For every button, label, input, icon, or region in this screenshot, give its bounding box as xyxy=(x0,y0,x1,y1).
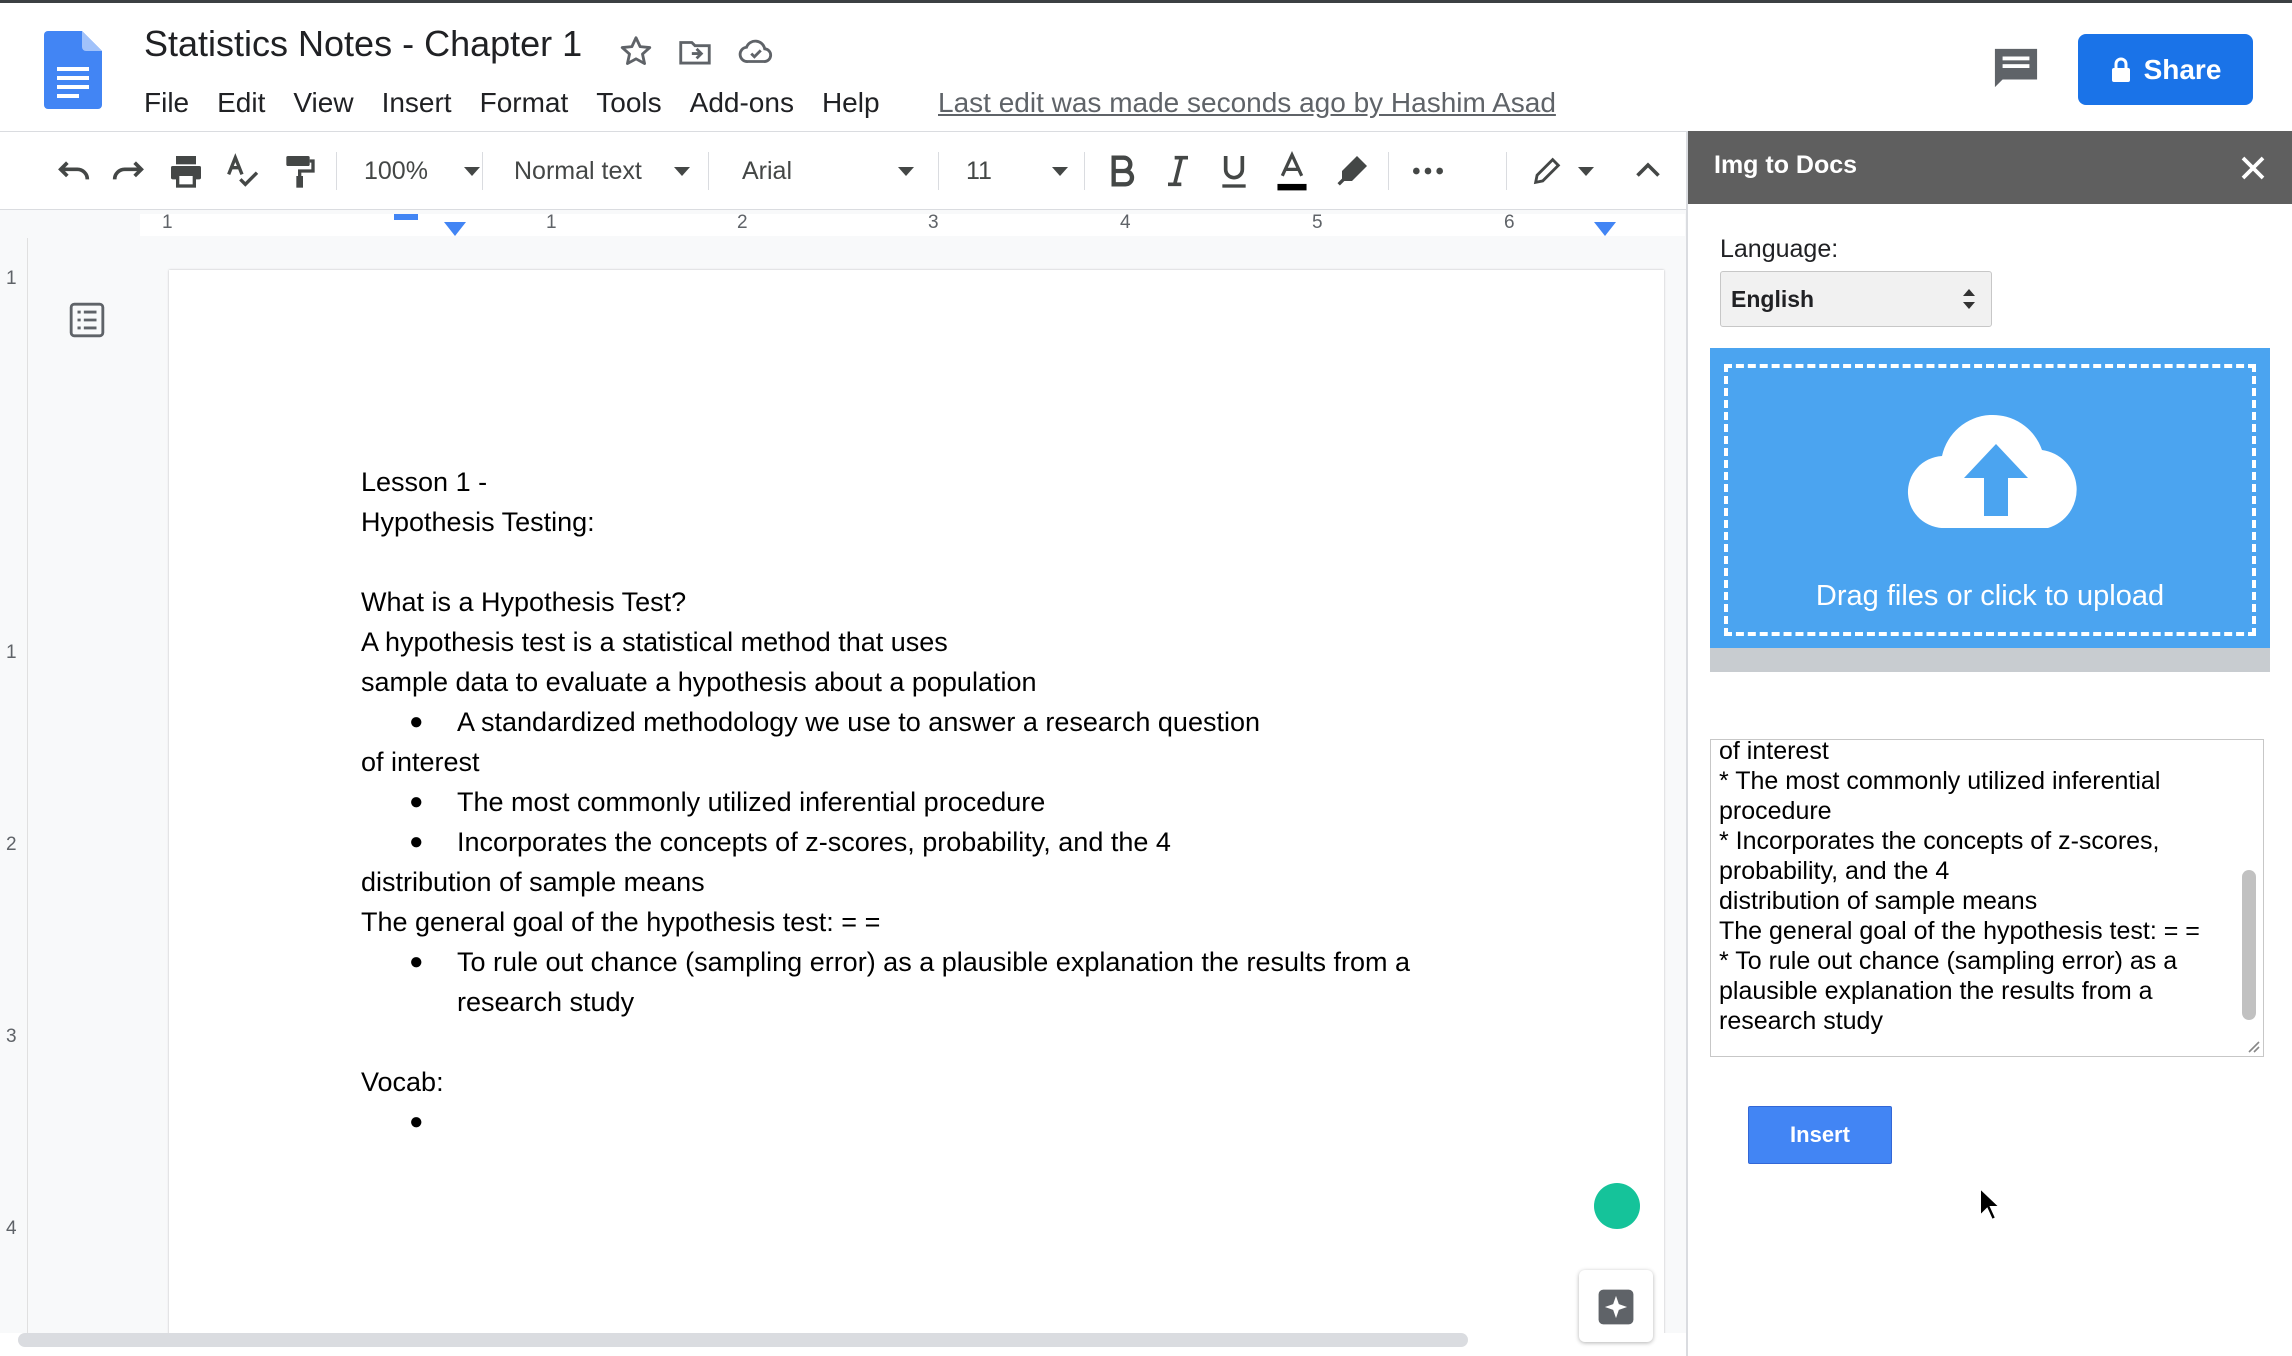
menu-addons[interactable]: Add-ons xyxy=(689,87,794,118)
paint-format-icon[interactable] xyxy=(278,150,318,192)
upload-dashed-border xyxy=(1724,364,2256,636)
language-select[interactable] xyxy=(1720,271,1992,327)
menu-insert[interactable]: Insert xyxy=(381,87,452,118)
ruler-mark: 1 xyxy=(6,642,17,663)
horizontal-ruler[interactable] xyxy=(0,210,1686,238)
sidebar-header xyxy=(1688,131,2292,204)
editing-mode-select[interactable] xyxy=(1530,150,1594,192)
chevron-down-icon xyxy=(898,167,914,176)
paragraph-style-select[interactable] xyxy=(514,150,690,192)
comments-icon[interactable] xyxy=(1990,45,2042,91)
collapse-icon[interactable] xyxy=(1630,150,1666,192)
textarea-scrollbar[interactable] xyxy=(2242,870,2256,1020)
spellcheck-icon[interactable] xyxy=(222,150,262,192)
print-icon[interactable] xyxy=(166,150,206,192)
insert-button[interactable]: Insert xyxy=(1748,1106,1892,1164)
chevron-down-icon xyxy=(1052,167,1068,176)
ruler-mark: 4 xyxy=(6,1218,17,1239)
undo-icon[interactable] xyxy=(54,150,94,192)
star-icon[interactable] xyxy=(617,33,655,71)
docs-logo-icon[interactable] xyxy=(44,31,102,109)
ruler-mark: 1 xyxy=(546,212,557,233)
document-title[interactable]: Statistics Notes - Chapter 1 xyxy=(144,23,583,64)
doc-bullet-item: ● To rule out chance (sampling error) as a plausible explanation the results from a xyxy=(361,942,1561,982)
share-button[interactable] xyxy=(2078,34,2253,105)
style-value: Normal text xyxy=(514,156,642,185)
menu-format[interactable]: Format xyxy=(479,87,569,118)
lock-icon xyxy=(2110,57,2132,83)
doc-paragraph: Vocab: xyxy=(361,1067,444,1097)
upload-dropzone[interactable] xyxy=(1710,348,2270,648)
doc-paragraph: The general goal of the hypothesis test: = = xyxy=(361,907,881,937)
upload-progress-bar xyxy=(1710,648,2270,672)
pencil-icon xyxy=(1530,154,1564,188)
right-indent-marker-icon[interactable] xyxy=(1594,222,1616,236)
italic-icon[interactable] xyxy=(1158,150,1198,192)
toolbar-divider xyxy=(1388,152,1389,190)
document-body[interactable] xyxy=(361,462,1561,1142)
doc-paragraph: sample data to evaluate a hypothesis about a population xyxy=(361,667,1037,697)
doc-paragraph: research study xyxy=(457,987,635,1017)
ocr-text: of interest * The most commonly utilized inferential procedure * Incorporates the concepts of z-scores, probability, and the 4 distribution of sample means The general goal of the hypothesis test: = = * To rule out chance (sampling error) as a plausible explanation the results from a research study xyxy=(1719,739,2200,1035)
toolbar-divider xyxy=(336,152,337,190)
ruler-mark: 6 xyxy=(1504,212,1515,233)
doc-paragraph: What is a Hypothesis Test? xyxy=(361,587,687,617)
menu-view[interactable]: View xyxy=(293,87,354,118)
upload-instructions: Drag files or click to upload xyxy=(1815,580,2165,612)
doc-paragraph: of interest xyxy=(361,747,480,777)
doc-bullet-item: ● Incorporates the concepts of z-scores, probability, and the 4 xyxy=(361,822,1561,862)
doc-bullet-item: ● A standardized methodology we use to answer a research question xyxy=(361,702,1561,742)
select-arrows-icon xyxy=(1961,285,1977,313)
font-size-select[interactable] xyxy=(966,150,1068,192)
zoom-value: 100% xyxy=(364,156,428,185)
doc-paragraph xyxy=(361,1022,1561,1062)
ruler-mark: 3 xyxy=(928,212,939,233)
chevron-down-icon xyxy=(674,167,690,176)
ruler-mark: 5 xyxy=(1312,212,1323,233)
menu-tools[interactable]: Tools xyxy=(596,87,662,118)
ruler-mark: 4 xyxy=(1120,212,1131,233)
document-page[interactable] xyxy=(169,270,1664,1333)
toolbar-divider xyxy=(708,152,709,190)
zoom-select[interactable] xyxy=(364,150,480,192)
doc-bullet-item: ● The most commonly utilized inferential procedure xyxy=(361,782,1561,822)
cloud-saved-icon[interactable] xyxy=(737,33,775,71)
left-indent-marker-icon[interactable] xyxy=(444,222,466,236)
horizontal-scrollbar[interactable] xyxy=(18,1333,1468,1347)
underline-icon[interactable] xyxy=(1214,150,1254,192)
bold-icon[interactable] xyxy=(1102,150,1142,192)
document-canvas xyxy=(28,238,1686,1333)
vertical-ruler[interactable] xyxy=(0,238,28,1333)
toolbar-divider xyxy=(482,152,483,190)
ruler-mark: 1 xyxy=(162,212,173,233)
menu-edit[interactable]: Edit xyxy=(217,87,266,118)
sidebar-title: Img to Docs xyxy=(1714,151,1858,179)
language-label: Language: xyxy=(1720,235,1839,263)
language-value: English xyxy=(1731,286,1815,312)
toolbar-divider xyxy=(1084,152,1085,190)
toolbar xyxy=(0,131,1686,210)
doc-paragraph xyxy=(361,542,1561,582)
doc-bullet-item xyxy=(361,1102,1561,1142)
highlight-icon[interactable] xyxy=(1332,150,1372,192)
doc-paragraph: Lesson 1 - xyxy=(361,467,488,497)
header xyxy=(0,0,2292,131)
font-size-value: 11 xyxy=(966,156,992,185)
img-to-docs-sidebar xyxy=(1686,131,2292,1356)
chevron-down-icon xyxy=(464,167,480,176)
ruler-mark: 3 xyxy=(6,1026,17,1047)
font-select[interactable] xyxy=(742,150,914,192)
ocr-textarea[interactable] xyxy=(1710,739,2264,1057)
explore-sparkle-icon xyxy=(1597,1288,1635,1326)
grammarly-icon[interactable] xyxy=(1594,1183,1640,1229)
close-icon[interactable] xyxy=(2238,153,2268,183)
menu-file[interactable]: File xyxy=(144,87,190,118)
toolbar-divider xyxy=(1506,152,1507,190)
text-color-icon[interactable] xyxy=(1270,150,1314,192)
explore-button[interactable] xyxy=(1579,1270,1653,1342)
more-icon[interactable] xyxy=(1408,150,1448,192)
share-label: Share xyxy=(2143,53,2222,85)
resize-handle-icon[interactable] xyxy=(2243,1036,2261,1054)
document-outline-icon[interactable] xyxy=(68,300,106,340)
last-edit-link[interactable]: Last edit was made seconds ago by Hashim Asad xyxy=(938,87,1556,118)
ruler-track xyxy=(140,214,1685,236)
ruler-mark: 1 xyxy=(6,268,17,289)
cloud-upload-icon xyxy=(1906,408,2086,538)
menu-help[interactable]: Help xyxy=(821,87,880,118)
doc-paragraph: Hypothesis Testing: xyxy=(361,507,595,537)
font-value: Arial xyxy=(742,156,793,185)
doc-paragraph: A hypothesis test is a statistical method that uses xyxy=(361,627,948,657)
menu-bar xyxy=(144,85,908,121)
mouse-cursor-icon xyxy=(1978,1186,2000,1222)
redo-icon[interactable] xyxy=(108,150,148,192)
toolbar-divider xyxy=(938,152,939,190)
ruler-mark: 2 xyxy=(737,212,748,233)
chevron-down-icon xyxy=(1578,167,1594,176)
first-line-indent-handle[interactable] xyxy=(394,214,418,220)
doc-paragraph: distribution of sample means xyxy=(361,867,705,897)
move-folder-icon[interactable] xyxy=(676,33,714,71)
ruler-mark: 2 xyxy=(6,834,17,855)
